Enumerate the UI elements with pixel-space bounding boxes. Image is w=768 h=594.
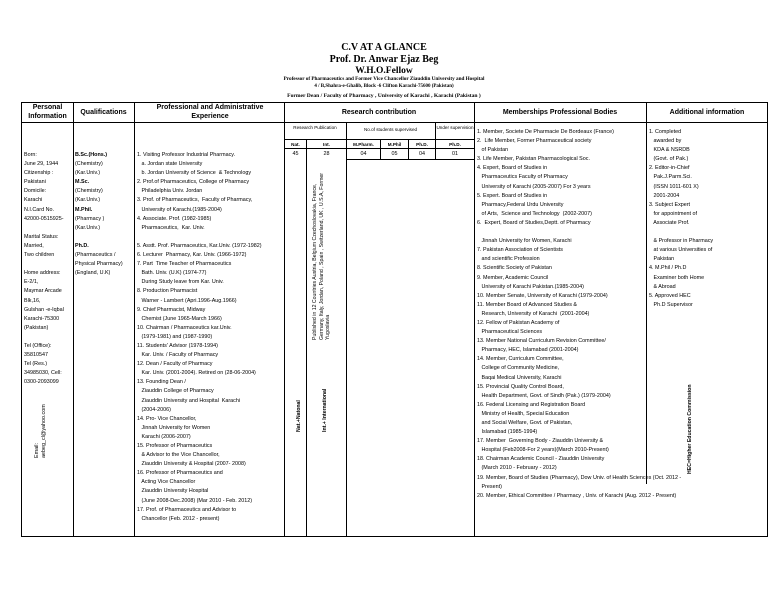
membership-item: University of Karachi Pakistan.(1985-2004) — [477, 283, 584, 290]
experience-item: Bath. Univ. (U.K) (1974-77) — [137, 270, 207, 277]
qualification-line: Physical Pharmacy) — [75, 261, 123, 268]
membership-item: Health Department, Govt. of Sindh (Pak.) (1979-2004) — [477, 392, 611, 399]
additional-info-item: Examiner both Home — [649, 274, 705, 281]
students-supervised-label: No.of students supervised — [363, 127, 418, 132]
qualification-line: (Kar.Univ.) — [75, 170, 101, 177]
membership-item: 8. Scientific Society of Pakistan — [477, 265, 552, 272]
experience-item: 12. Dean / Faculty of Pharmacy — [137, 361, 213, 368]
experience-item: Warner - Lambert (Apri.1996-Aug.1966) — [137, 297, 237, 304]
research-publication-label: Research Publication — [293, 125, 337, 130]
personal-info-line: Domicile: — [24, 188, 47, 195]
personal-info-line: Gulshan -e-Iqbal — [24, 306, 64, 313]
experience-item: 9. Chief Pharmacist, Midway — [137, 306, 206, 313]
personal-info-line: Maymar Arcade — [24, 288, 62, 295]
membership-item: Ministry of Health, Special Education — [477, 410, 570, 417]
col-header-qualifications: Qualifications — [80, 109, 127, 116]
experience-item: Pharmaceutics, Kar. Univ. — [137, 224, 205, 231]
additional-info-item: awarded by — [649, 138, 682, 145]
experience-item: 7. Part Time Teacher of Pharmaceutics — [137, 261, 232, 268]
membership-item: and Social Welfare, Govt. of Pakistan, — [477, 420, 573, 426]
col-header-experience: Professional and Administrative Experience — [156, 104, 264, 120]
additional-info-item: Associate Prof. — [649, 219, 690, 226]
personal-info-line: 35810547 — [24, 352, 48, 359]
membership-item: 13. Member National Curriculum Revision Committee/ — [477, 338, 606, 345]
additional-info-item: (Govt. of Pak.) — [649, 156, 689, 163]
current-position: Professor of Pharmaceutics and Former Vice Chancellor Ziauddin University and Hospital — [283, 76, 485, 82]
under-supervision-label: Under supervision — [436, 125, 474, 130]
membership-item: 16. Federal Licensing and Registration Board — [477, 401, 586, 408]
additional-info-item: Ph.D Supervisor — [649, 301, 693, 308]
col-divider — [73, 102, 74, 536]
research-value-phd-under: 01 — [452, 151, 458, 157]
additional-info-item: 3. Subject Expert — [649, 201, 691, 208]
experience-item: Chancellor (Feb. 2012 - present) — [137, 515, 220, 522]
experience-item: Karachi (2006-2007) — [137, 433, 191, 440]
personal-info-line: Tel (Res.) — [24, 361, 48, 368]
membership-item: 4. Expert, Board of Studies in — [477, 165, 548, 172]
research-divider — [284, 122, 474, 123]
experience-item: 8. Production Pharmacist — [137, 288, 198, 295]
research-sub-int: Int. — [323, 142, 330, 147]
membership-item: 11. Member Board of Advanced Studies & — [477, 301, 577, 308]
personal-info-line: Citizenship : — [24, 170, 54, 177]
membership-item: 20. Member, Ethical Committee / Pharmacy , Univ. of Karachi (Aug. 2012 - Present) — [477, 492, 677, 499]
personal-info-line — [24, 224, 64, 233]
experience-item: b. Jordan University of Science & Technology — [137, 170, 252, 177]
additional-info-item: KDA & NSRDB — [649, 147, 690, 154]
research-sub-mpharm: M.Pharm. — [353, 142, 374, 147]
research-value-phd: 04 — [419, 151, 425, 157]
email-info — [34, 404, 48, 458]
membership-item: Present) — [477, 483, 502, 490]
former-position: Former Dean / Faculty of Pharmacy , University of Karachi , Karachi (Pakistan ) — [287, 93, 481, 99]
additional-info-item: 2001-2004 — [649, 192, 680, 199]
experience-item: Ziauddin College of Pharmacy — [137, 388, 214, 395]
experience-item: Kar. Univ. (2001-2004). Retired on (28-06-2004) — [137, 370, 256, 377]
publication-countries: Published in 12 Countries Austria, Belgium Czechoslovakia, France, Germany, Italy, Jordan, Poland , Spain , Switzerland, UK , U.S.A, Former Yugoslavia — [312, 172, 331, 340]
experience-item: (June 2008-Dec.2008) (Mar 2010 - Feb. 2012) — [137, 497, 253, 504]
personal-info-line — [24, 333, 64, 342]
research-divider — [346, 159, 474, 160]
qualification-line: Ph.D. — [75, 242, 89, 249]
col-divider — [474, 102, 475, 536]
experience-item: Ziauddin University & Hospital (2007- 2008) — [137, 461, 246, 468]
col-header-memberships: Memberships Professional Bodies — [502, 109, 618, 116]
membership-item: Baqai Medical University, Karachi — [477, 374, 562, 381]
email-text: Email: aebeg_cl@yahoo.com — [34, 404, 47, 458]
additional-info-item: (ISSN 1011-601 X) — [649, 183, 699, 190]
address: 4 / B,Shahra-e-Ghalib, Block -6 Clifton Karachi-75600 (Pakistan) — [314, 84, 454, 89]
membership-item: 5. Expert. Board of Studies in — [477, 192, 548, 199]
membership-item: Research, University of Karachi (2001-2004) — [477, 310, 590, 317]
research-subheader-line — [284, 139, 474, 140]
experience-item: 16. Professor of Pharmaceutics and — [137, 470, 223, 477]
experience-item: & Advisor to the Vice Chancellor, — [137, 452, 220, 459]
experience-item: Jinnah University for Women — [137, 424, 211, 431]
personal-info-line — [24, 260, 64, 269]
membership-item: of Arts, Science and Technology (2002-2007) — [477, 210, 592, 217]
experience-item: Kar. Univ. / Faculty of Pharmacy — [137, 352, 219, 359]
membership-item: Pharmacy, HEC, Islamabad (2001-2004) — [477, 347, 579, 354]
experience-item: 17. Prof. of Pharmaceutics and Advisor to — [137, 506, 237, 513]
col-divider — [21, 102, 22, 536]
membership-item: 10. Member Senate, University of Karachi (1979-2004) — [477, 292, 608, 299]
research-sub-nat: Nat. — [291, 142, 300, 147]
membership-item: 12. Fellow of Pakistan Academy of — [477, 319, 560, 326]
additional-info-item: for appointment of — [649, 210, 697, 217]
experience-item: 10. Chairman / Pharmaceutics kar.Univ. — [137, 324, 232, 331]
additional-info-item: Pak.J.Parm.Sci. — [649, 174, 692, 181]
qualification-line: M.Sc. — [75, 179, 90, 186]
membership-item: University of Karachi (2005-2007) For 3 years — [477, 183, 591, 190]
experience-list — [137, 151, 262, 524]
personal-info-line: N.I.Card No. — [24, 206, 54, 213]
membership-item: 3. Life Member, Pakistan Pharmacological Soc. — [477, 156, 590, 163]
personal-info-line: Pakistani — [24, 179, 46, 186]
membership-item: 18. Chairman Academic Council - Ziauddin University — [477, 456, 605, 463]
experience-item: 6. Lecturer Pharmacy, Kar. Univ. (1966-1972) — [137, 252, 247, 259]
experience-item: 15. Professor of Pharmaceutics — [137, 443, 213, 449]
nat-legend: Nat.+Natonal — [296, 400, 302, 432]
membership-item: Jinnah University for Women, Karachi — [477, 238, 572, 245]
additional-info-item: 5. Approved HEC — [649, 292, 691, 299]
membership-item: Pharmacy,Federal Urdu University — [477, 201, 564, 208]
research-value-int: 28 — [323, 151, 330, 157]
membership-item: Pharmaceutical Sciences — [477, 329, 543, 336]
qualification-line: (Pharmaceutics / — [75, 252, 116, 259]
table-bottom-border — [21, 536, 768, 537]
personal-info-line: 34985030, Cell: — [24, 370, 62, 377]
experience-item: 3. Prof. of Pharmaceutics, Faculty of Pharmacy, — [137, 197, 253, 204]
additional-info-item: Pakistan — [649, 256, 675, 263]
personal-info-line: Two children — [24, 252, 55, 259]
page-title: C.V AT A GLANCE — [341, 42, 427, 53]
experience-item: Philadelphia Univ. Jordan — [137, 188, 203, 195]
research-value-mphil: 05 — [391, 151, 398, 157]
membership-item: 6. Expert, Board of Studies,Deptt. of Pharmacy — [477, 219, 591, 226]
membership-item: (March 2010 - February - 2012) — [477, 465, 557, 472]
membership-item: Hospital (Feb2008-For 2 years)(March 2010-Present) — [477, 447, 609, 454]
experience-item: (1979-1981) and (1987-1990) — [137, 333, 213, 340]
membership-item: 17. Member Governing Body - Ziauddin University & — [477, 438, 604, 445]
qualification-line: (Kar.Univ.) — [75, 224, 101, 231]
experience-item: 2. Prof.of Pharmaceutics, College of Pharmacy — [137, 179, 250, 186]
experience-item: During Study leave from Kar. Univ. — [137, 279, 224, 286]
personal-info-line: Married, — [24, 242, 44, 249]
personal-info-line: 42000-0515925- — [24, 215, 64, 222]
hec-legend: HEC=Higher Education Commission — [687, 384, 693, 474]
experience-item: 11. Students' Advisor (1978-1994) — [137, 342, 218, 349]
qualification-line: (England, U.K) — [75, 270, 111, 277]
experience-item: Ziauddin University and Hospital Karachi — [137, 397, 241, 404]
experience-item: 4. Associate. Prof. (1982-1985) — [137, 215, 212, 222]
research-values-line — [284, 148, 474, 149]
research-sub-mphil: M.Phil — [387, 142, 402, 147]
personal-info-line: E-2/1, — [24, 279, 39, 286]
experience-item: Chemist (June 1965-March 1966) — [137, 315, 222, 322]
research-value-mpharm: 04 — [360, 151, 367, 157]
personal-info-line: Tel (Office): — [24, 342, 52, 349]
membership-item: 2. Life Member, Former Pharmaceutical society — [477, 138, 592, 145]
col-divider — [134, 102, 135, 536]
personal-info-line: Blk,16, — [24, 297, 41, 304]
qualification-line: (Chemistry) — [75, 188, 103, 195]
membership-item: and scientific Profession — [477, 256, 540, 263]
personal-info-list — [24, 151, 64, 387]
additional-info-item: at various Universities of — [649, 247, 713, 254]
col-header-research: Research contribution — [341, 109, 417, 116]
int-legend: Int.+ International — [322, 388, 328, 432]
personal-info-line: Home address: — [24, 270, 61, 277]
membership-item: Islamabad (1985-1994) — [477, 429, 538, 436]
experience-item: University of Karachi.(1985-2004) — [137, 206, 222, 213]
col-divider — [284, 102, 285, 536]
personal-info-line: Marital Status: — [24, 233, 59, 240]
personal-info-line: Karachi — [24, 197, 43, 204]
membership-item: of Pakistan — [477, 147, 509, 154]
experience-item: Ziauddin University Hospital — [137, 488, 209, 495]
research-divider — [306, 139, 307, 536]
additional-info-item: & Abroad — [649, 283, 676, 290]
additional-info-item — [649, 228, 713, 237]
person-name: Prof. Dr. Anwar Ejaz Beg — [329, 54, 439, 65]
qualification-line: (Pharmacy ) — [75, 215, 105, 222]
qualifications-list — [75, 151, 123, 278]
research-sub-phd: Ph.D. — [416, 142, 428, 147]
experience-item: 13. Founding Dean / — [137, 379, 186, 386]
experience-item: (2004-2006) — [137, 406, 171, 413]
col-header-additional: Additional information — [669, 109, 745, 116]
membership-item: 1. Member, Societe De Pharmacie De Bordeaux (France) — [477, 129, 614, 135]
qualification-line — [75, 233, 123, 242]
membership-item: 19. Member, Board of Studies (Pharmacy), Dow Univ. of Health Sciences (Oct. 2012 - — [477, 474, 682, 481]
experience-item: 5. Asstt. Prof. Pharmaceutics, Kar.Univ. (1972-1982) — [137, 242, 262, 249]
qualification-line: (Chemistry) — [75, 161, 103, 168]
experience-item — [137, 233, 262, 242]
additional-info-item: 1. Completed — [649, 129, 682, 135]
qualification-line: B.Sc.(Hons.) — [75, 152, 108, 158]
membership-item: Pharmaceutics Faculty of Pharmacy — [477, 174, 568, 181]
membership-item: 7. Pakistan Association of Scientists — [477, 247, 563, 254]
additional-info-item: 2. Editor-in-Chief — [649, 165, 690, 172]
research-divider — [346, 122, 347, 536]
experience-item: 1. Visiting Professor Industrial Pharmacy. — [137, 152, 236, 158]
research-value-nat: 45 — [292, 151, 299, 157]
qualification-line: M.Phil. — [75, 206, 93, 213]
research-sub-phd-under: Ph.D. — [449, 142, 461, 147]
qualification-line: (Kar.Univ.) — [75, 197, 101, 204]
membership-item: 9. Member, Academic Council — [477, 274, 549, 281]
additional-info-item: & Professor in Pharmacy — [649, 238, 714, 245]
membership-item: 14. Member, Curriculum Committee, — [477, 356, 564, 363]
additional-info-list — [649, 128, 713, 310]
experience-item: a. Jordan state University — [137, 161, 203, 168]
personal-info-line: 0300-2093099 — [24, 379, 59, 386]
membership-item: 15. Provincial Quality Control Board, — [477, 383, 564, 390]
experience-item: Acting Vice Chancellor — [137, 479, 196, 486]
col-header-personal: Personal Information — [28, 104, 67, 120]
personal-info-line: Born: — [24, 152, 37, 158]
personal-info-line: Karachi-75300 — [24, 315, 60, 322]
personal-info-line: June 29, 1944 — [24, 161, 59, 168]
membership-item: College of Community Medicine, — [477, 365, 560, 372]
experience-item: 14. Pro- Vice Chancellor, — [137, 415, 197, 422]
personal-info-line: (Pakistan) — [24, 324, 49, 331]
additional-info-item: 4. M.Phil / Ph.D — [649, 265, 687, 272]
fellowship: W.H.O.Fellow — [355, 66, 413, 76]
